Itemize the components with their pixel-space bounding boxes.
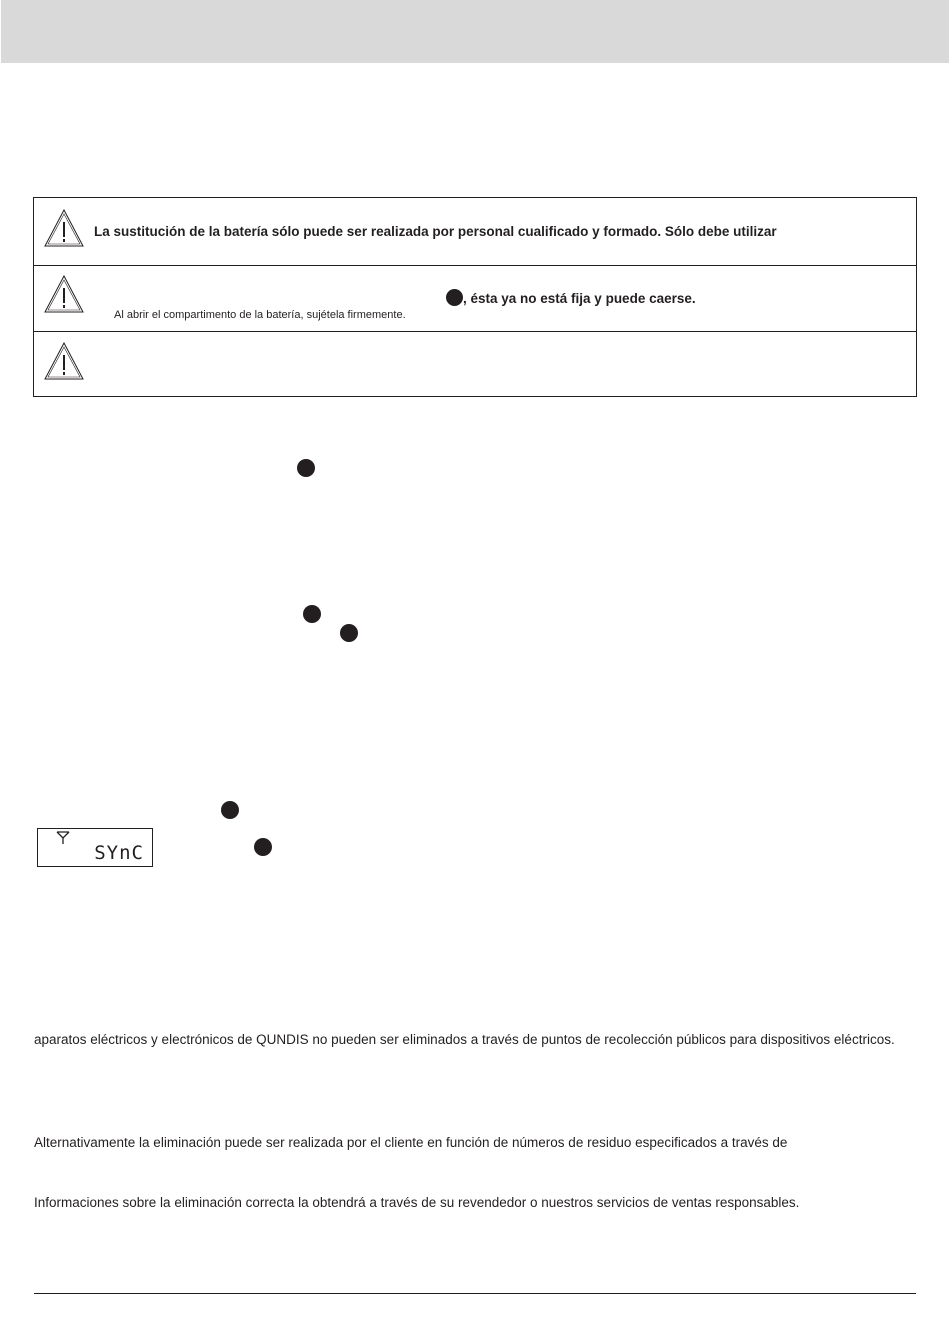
callout-marker (297, 459, 315, 477)
warning-row (34, 332, 916, 396)
footer-divider (34, 1293, 916, 1294)
warning-text: La sustitución de la batería sólo puede ser realizada por personal cualificado y formado. Sólo debe utilizar (94, 224, 777, 239)
callout-marker (446, 289, 463, 306)
warning-subtext: Al abrir el compartimento de la batería, sujétela firmemente. (114, 309, 406, 321)
warning-row (34, 266, 916, 332)
lcd-display (37, 828, 153, 867)
disposal-paragraph: Informaciones sobre la eliminación correcta la obtendrá a través de su revendedor o nuestros servicios de ventas responsables. (34, 1195, 800, 1210)
warning-triangle-icon (43, 274, 85, 314)
warning-text (446, 289, 696, 306)
warning-text-content: , ésta ya no está fija y puede caerse. (463, 291, 696, 306)
antenna-icon (56, 831, 70, 845)
warning-triangle-icon (43, 341, 85, 381)
callout-marker (221, 801, 239, 819)
header-band (1, 0, 949, 63)
lcd-sync-text: SYnC (94, 842, 144, 864)
warning-row (34, 198, 916, 266)
callout-marker (340, 624, 358, 642)
disposal-paragraph: Alternativamente la eliminación puede ser realizada por el cliente en función de números de residuo especificados a través de (34, 1135, 788, 1150)
callout-marker (254, 838, 272, 856)
disposal-paragraph: aparatos eléctricos y electrónicos de QUNDIS no pueden ser eliminados a través de puntos de recolección públicos para dispositivos eléctricos. (34, 1032, 895, 1047)
warning-table (33, 197, 917, 397)
warning-triangle-icon (43, 208, 85, 248)
callout-marker (303, 605, 321, 623)
